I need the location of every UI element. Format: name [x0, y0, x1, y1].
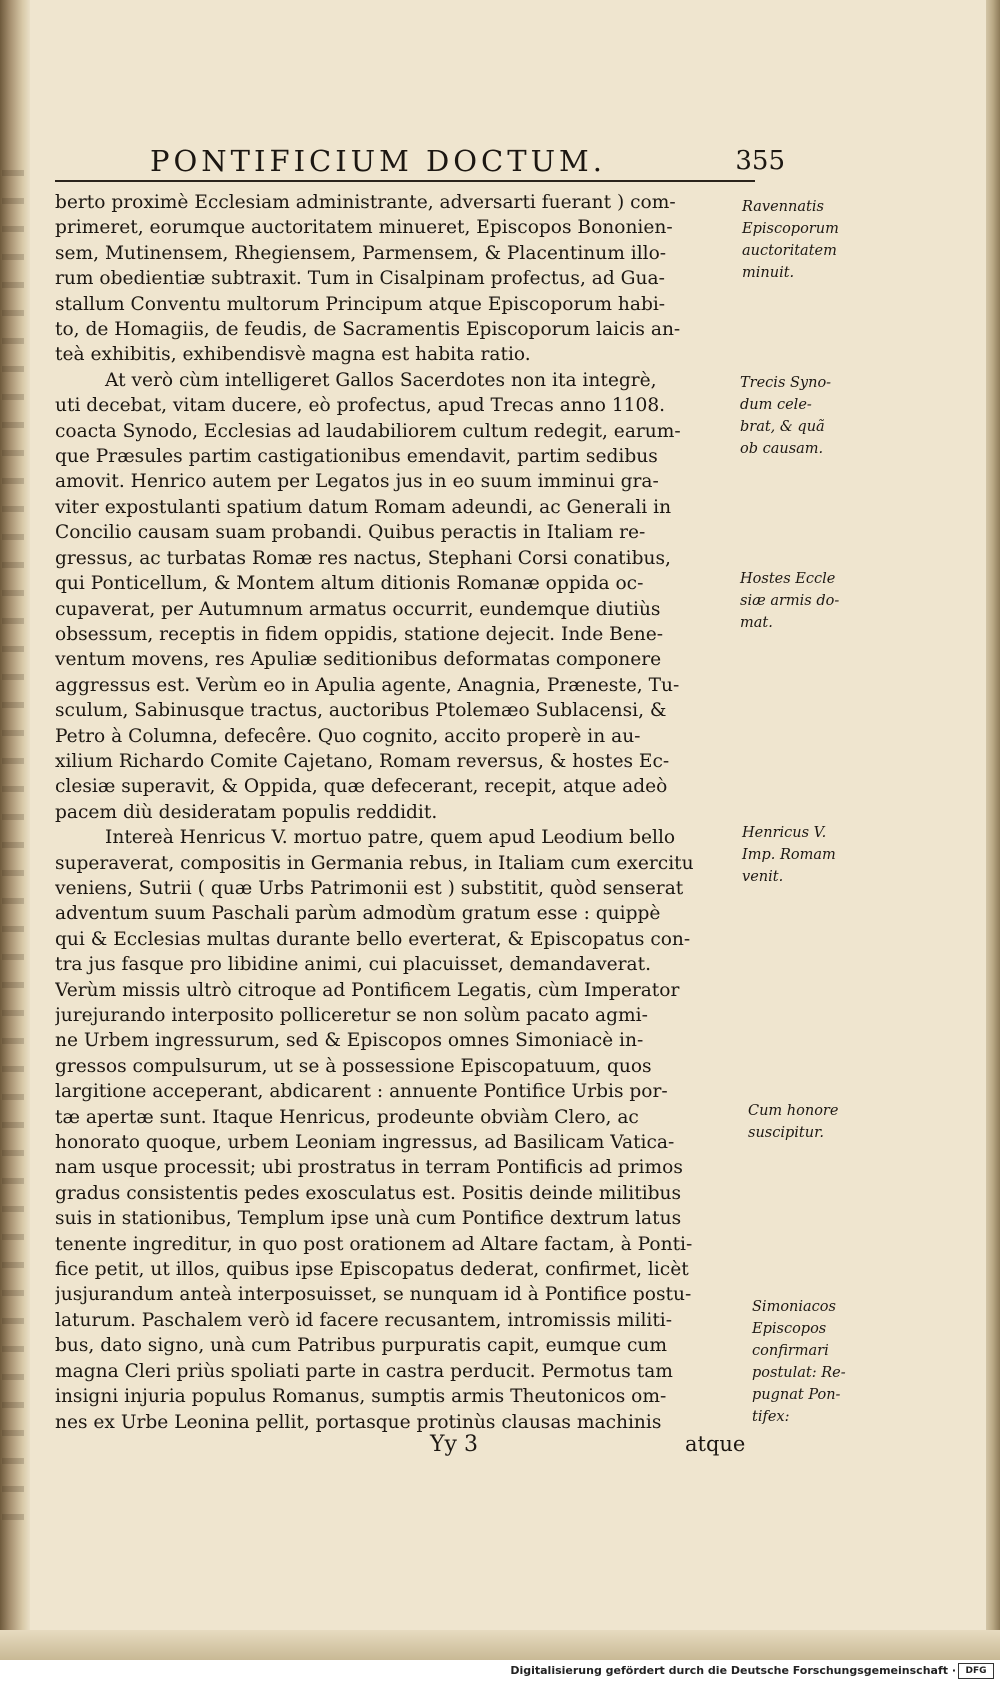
text-line: ne Urbem ingressurum, sed & Episcopos omnes Simoniacè in- [55, 1030, 644, 1052]
text-line: to, de Homagiis, de feudis, de Sacramentis Episcoporum laicis an- [55, 319, 681, 341]
text-line: fice petit, ut illos, quibus ipse Episcopatus dederat, confirmet, licèt [55, 1259, 689, 1281]
text-line: gressos compulsurum, ut se à possessione Episcopatuum, quos [55, 1055, 652, 1077]
text-line: rum obedientiæ subtraxit. Tum in Cisalpinam profectus, ad Gua- [55, 268, 665, 290]
text-line: que Præsules partim castigationibus emendavit, partim sedibus [55, 446, 658, 468]
marginal-note-line: Henricus V. [742, 825, 827, 841]
marginal-note-line: pugnat Pon- [752, 1387, 841, 1403]
marginal-note-line: postulat: Re- [752, 1365, 846, 1381]
dfg-logo-icon: DFG [958, 1663, 994, 1679]
text-line: Petro à Columna, defecêre. Quo cognito, accito properè in au- [55, 725, 641, 747]
text-line: viter expostulanti spatium datum Romam adeundi, ac Generali in [55, 496, 672, 518]
text-line: sculum, Sabinusque tractus, auctoribus Ptolemæo Sublacensi, & [55, 700, 667, 722]
text-line: amovit. Henrico autem per Legatos jus in eo suum imminui gra- [55, 471, 659, 493]
funding-credit: Digitalisierung gefördert durch die Deutsche Forschungsgemeinschaft · [510, 1664, 956, 1677]
text-line: nam usque processit; ubi prostratus in terram Pontificis ad primos [55, 1157, 683, 1179]
text-line: clesiæ superavit, & Oppida, quæ defecerant, recepit, atque adeò [55, 776, 668, 798]
text-line: Concilio causam suam probandi. Quibus peractis in Italiam re- [55, 522, 646, 544]
text-line: suis in stationibus, Templum ipse unà cum Pontifice dextrum latus [55, 1208, 682, 1230]
text-line: Intereà Henricus V. mortuo patre, quem apud Leodium bello [105, 827, 676, 849]
text-line: pacem diù desideratam populis reddidit. [55, 801, 438, 823]
text-line: adventum suum Paschali parùm admodùm gratum esse : quippè [55, 903, 661, 925]
marginal-note-line: Episcopos [752, 1321, 827, 1337]
marginal-note [748, 1100, 838, 1144]
text-line: sem, Mutinensem, Rhegiensem, Parmensem, & Placentinum illo- [55, 242, 667, 264]
marginal-note-line: confirmari [752, 1343, 829, 1359]
text-line: jurejurando interposito polliceretur se non solùm pacato agmi- [55, 1005, 648, 1026]
running-head [55, 140, 785, 182]
text-line: Verùm missis ultrò citroque ad Pontificem Legatis, cùm Imperator [55, 979, 680, 1001]
text-line: veniens, Sutrii ( quæ Urbs Patrimonii est ) substitit, quòd senserat [55, 877, 684, 899]
text-line: tra jus fasque pro libidine animi, cui placuisset, demandaverat. [55, 954, 651, 976]
text-line: obsessum, receptis in fidem oppidis, statione dejecit. Inde Bene- [55, 623, 664, 645]
text-line: primeret, eorumque auctoritatem minueret, Episcopos Bononien- [55, 217, 673, 239]
marginal-note [740, 372, 831, 460]
text-line: gradus consistentis pedes exosculatus est. Positis deinde militibus [55, 1182, 682, 1204]
body-text [55, 190, 755, 1435]
text-line: uti decebat, vitam ducere, eò profectus, apud Trecas anno 1108. [55, 395, 666, 417]
text-line: gressus, ac turbatas Romæ res nactus, Stephani Corsi conatibus, [55, 547, 671, 569]
marginal-note [752, 1296, 846, 1428]
text-line: cupaverat, per Autumnum armatus occurrit, eundemque diutiùs [55, 598, 661, 620]
catchword: atque [685, 1432, 746, 1456]
text-line: xilium Richardo Comite Cajetano, Romam reversus, & hostes Ec- [55, 750, 670, 772]
book-spine [0, 0, 30, 1660]
marginal-note [742, 822, 836, 888]
text-line: qui & Ecclesias multas durante bello everterat, & Episcopatus con- [55, 928, 691, 950]
text-line: largitione acceperant, abdicarent : annuente Pontifice Urbis por- [55, 1081, 668, 1103]
marginal-note-line: Trecis Syno- [740, 375, 832, 391]
text-line: bus, dato signo, unà cum Patribus purpuratis capit, eumque cum [55, 1335, 668, 1357]
marginal-note-line: suscipitur. [748, 1125, 825, 1141]
text-line: tæ apertæ sunt. Itaque Henricus, prodeunte obviàm Clero, ac [55, 1106, 639, 1128]
marginal-note-line: dum cele- [740, 397, 812, 413]
marginal-note-line: Imp. Romam [742, 847, 836, 863]
text-line: jusjurandum anteà interposuisset, se nunquam id à Pontifice postu- [55, 1284, 692, 1306]
text-line: laturum. Paschalem verò id facere recusantem, intromissis militi- [55, 1309, 673, 1331]
marginal-note [742, 196, 839, 284]
marginal-note-line: Ravennatis [742, 199, 824, 215]
page-number: 355 [735, 146, 785, 176]
text-line: insigni injuria populus Romanus, sumptis armis Theutonicos om- [55, 1386, 667, 1408]
text-line: berto proximè Ecclesiam administrante, adversarti fuerant ) com- [55, 192, 676, 213]
page-edge-bottom [0, 1630, 1000, 1660]
text-line: magna Cleri priùs spoliati parte in castra perducit. Permotus tam [55, 1360, 673, 1382]
text-line: honorato quoque, urbem Leoniam ingressus, ad Basilicam Vatica- [55, 1132, 675, 1154]
page-edge-right [986, 0, 1000, 1660]
text-line: aggressus est. Verùm eo in Apulia agente, Anagnia, Præneste, Tu- [55, 674, 680, 696]
running-title: PONTIFICIUM DOCTUM. [150, 144, 606, 178]
digitization-footer [0, 1660, 1000, 1682]
facing-page-edge [2, 170, 24, 1520]
marginal-note-line: Episcoporum [742, 221, 839, 237]
text-line: coacta Synodo, Ecclesias ad laudabiliorem cultum redegit, earum- [55, 420, 681, 442]
text-line: At verò cùm intelligeret Gallos Sacerdotes non ita integrè, [105, 369, 657, 391]
text-line: superaverat, compositis in Germania rebus, in Italiam cum exercitu [55, 852, 694, 874]
signature-mark: Yy 3 [430, 1432, 478, 1457]
marginal-note-line: auctoritatem [742, 243, 837, 259]
marginal-note [740, 568, 839, 634]
marginal-note-line: ob causam. [740, 441, 824, 457]
marginal-note-line: mat. [740, 615, 773, 631]
text-line: qui Ponticellum, & Montem altum ditionis Romanæ oppida oc- [55, 573, 644, 595]
text-line: tenente ingreditur, in quo post orationem ad Altare factam, à Ponti- [55, 1233, 693, 1255]
text-line: stallum Conventu multorum Principum atque Episcoporum habi- [55, 293, 666, 315]
marginal-note-line: venit. [742, 869, 784, 885]
text-line: ventum movens, res Apuliæ seditionibus deformatas componere [55, 649, 662, 671]
marginal-note-line: siæ armis do- [740, 593, 840, 609]
marginal-note-line: Simoniacos [752, 1299, 836, 1315]
marginal-note-line: Cum honore [748, 1103, 839, 1119]
marginal-note-line: brat, & quã [740, 419, 825, 435]
marginal-note-line: tifex: [752, 1409, 790, 1425]
marginal-note-line: Hostes Eccle [740, 571, 836, 587]
text-line: teà exhibitis, exhibendisvè magna est habita ratio. [55, 344, 531, 366]
text-line: nes ex Urbe Leonina pellit, portasque protinùs clausas machinis [55, 1411, 662, 1433]
marginal-note-line: minuit. [742, 265, 795, 281]
